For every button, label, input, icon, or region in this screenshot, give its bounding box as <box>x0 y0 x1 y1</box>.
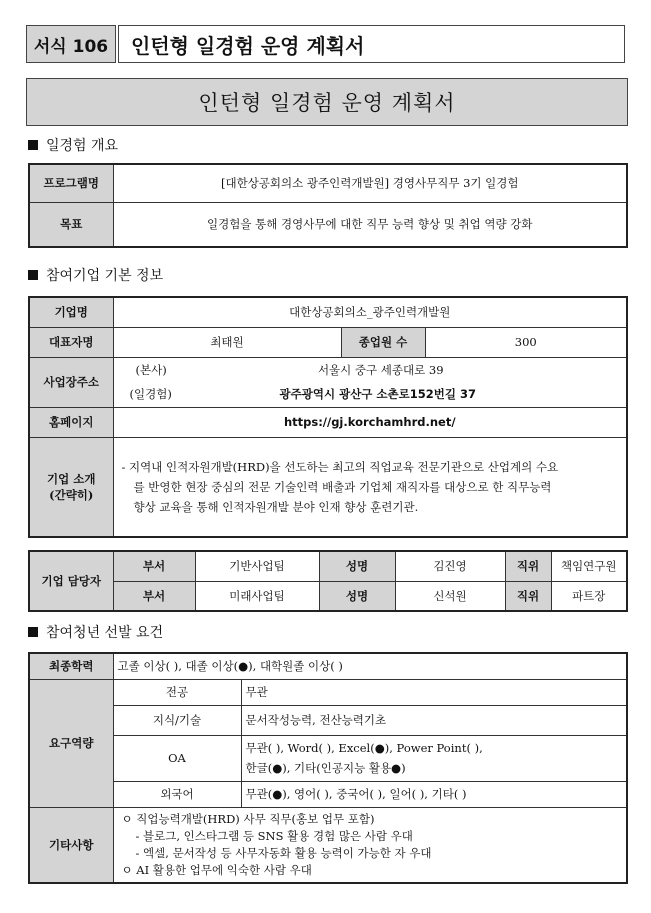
selection-table <box>28 652 628 884</box>
site-address: 광주광역시 광산구 소촌로152번길 37 <box>279 387 476 401</box>
education-label: 최종학력 <box>29 653 113 679</box>
ceo-label: 대표자명 <box>29 327 113 357</box>
company-name-label: 기업명 <box>29 297 113 327</box>
hq-label: (본사) <box>135 363 167 377</box>
name-label: 성명 <box>319 551 395 581</box>
other-value: ㅇ 직업능력개발(HRD) 사무 직무(홍보 업무 포함) - 블로그, 인스타그램 등 SNS 활용 경험 많은 사람 우대 - 엑셀, 문서작성 등 사무자동화 활용 능력이 가능한 자 우대 ㅇ AI 활용한 업무에 익숙한 사람 우대 <box>113 807 627 883</box>
major-label: 전공 <box>113 679 241 705</box>
section-overview-heading: 일경험 개요 <box>28 135 118 155</box>
employees-value: 300 <box>425 327 627 357</box>
contact-name: 김진영 <box>395 551 505 581</box>
overview-table <box>28 163 628 248</box>
square-bullet-icon <box>28 270 38 280</box>
program-value: [대한상공회의소 광주인력개발원] 경영사무직무 3기 일경험 <box>113 164 627 202</box>
name-label: 성명 <box>319 581 395 611</box>
hq-address: 서울시 중구 세종대로 39 <box>317 363 444 377</box>
homepage-label: 홈페이지 <box>29 407 113 437</box>
address-label: 사업장주소 <box>29 357 113 407</box>
homepage-link[interactable]: https://gj.korchamhrd.net/ <box>113 407 627 437</box>
language-label: 외국어 <box>113 781 241 807</box>
oa-value: 무관( ), Word( ), Excel(●), Power Point( ), 한글(●), 기타(인공지능 활용●) <box>241 735 627 781</box>
position-label: 직위 <box>505 581 551 611</box>
intro-text: - 지역내 인적자원개발(HRD)을 선도하는 최고의 직업교육 전문기관으로 산업계의 수요 를 반영한 현장 중심의 전문 기술인력 배출과 기업체 재직자를 대상으로 한 직무능력 향상 교육을 통해 인적자원개발 분야 인재 향상 훈련기관. <box>113 437 627 537</box>
employees-label: 종업원 수 <box>341 327 425 357</box>
section-company-heading: 참여기업 기본 정보 <box>28 265 163 285</box>
major-value: 무관 <box>241 679 627 705</box>
site-label: (일경험) <box>129 387 172 401</box>
language-value: 무관(●), 영어( ), 중국어( ), 일어( ), 기타( ) <box>241 781 627 807</box>
competency-label: 요구역량 <box>29 679 113 807</box>
program-label: 프로그램명 <box>29 164 113 202</box>
education-value: 고졸 이상( ), 대졸 이상(●), 대학원졸 이상( ) <box>113 653 627 679</box>
goal-value: 일경험을 통해 경영사무에 대한 직무 능력 향상 및 취업 역량 강화 <box>113 202 627 247</box>
contact-label: 기업 담당자 <box>29 551 113 611</box>
contact-name: 신석원 <box>395 581 505 611</box>
contact-table <box>28 550 628 612</box>
form-number: 서식 106 <box>26 25 116 63</box>
contact-dept: 미래사업팀 <box>195 581 319 611</box>
dept-label: 부서 <box>113 551 195 581</box>
skill-label: 지식/기술 <box>113 705 241 735</box>
oa-label: OA <box>113 735 241 781</box>
dept-label: 부서 <box>113 581 195 611</box>
address-cell <box>113 357 627 407</box>
goal-label: 목표 <box>29 202 113 247</box>
contact-dept: 기반사업팀 <box>195 551 319 581</box>
position-label: 직위 <box>505 551 551 581</box>
company-table <box>28 296 628 538</box>
ceo-value: 최태원 <box>113 327 341 357</box>
page-title: 인턴형 일경험 운영 계획서 <box>26 78 628 126</box>
other-label: 기타사항 <box>29 807 113 883</box>
company-name-value: 대한상공회의소_광주인력개발원 <box>113 297 627 327</box>
square-bullet-icon <box>28 140 38 150</box>
contact-position: 책임연구원 <box>551 551 627 581</box>
contact-position: 파트장 <box>551 581 627 611</box>
form-title: 인턴형 일경험 운영 계획서 <box>118 25 625 63</box>
intro-label: 기업 소개 (간략히) <box>29 437 113 537</box>
section-selection-heading: 참여청년 선발 요건 <box>28 622 163 642</box>
square-bullet-icon <box>28 627 38 637</box>
skill-value: 문서작성능력, 전산능력기초 <box>241 705 627 735</box>
